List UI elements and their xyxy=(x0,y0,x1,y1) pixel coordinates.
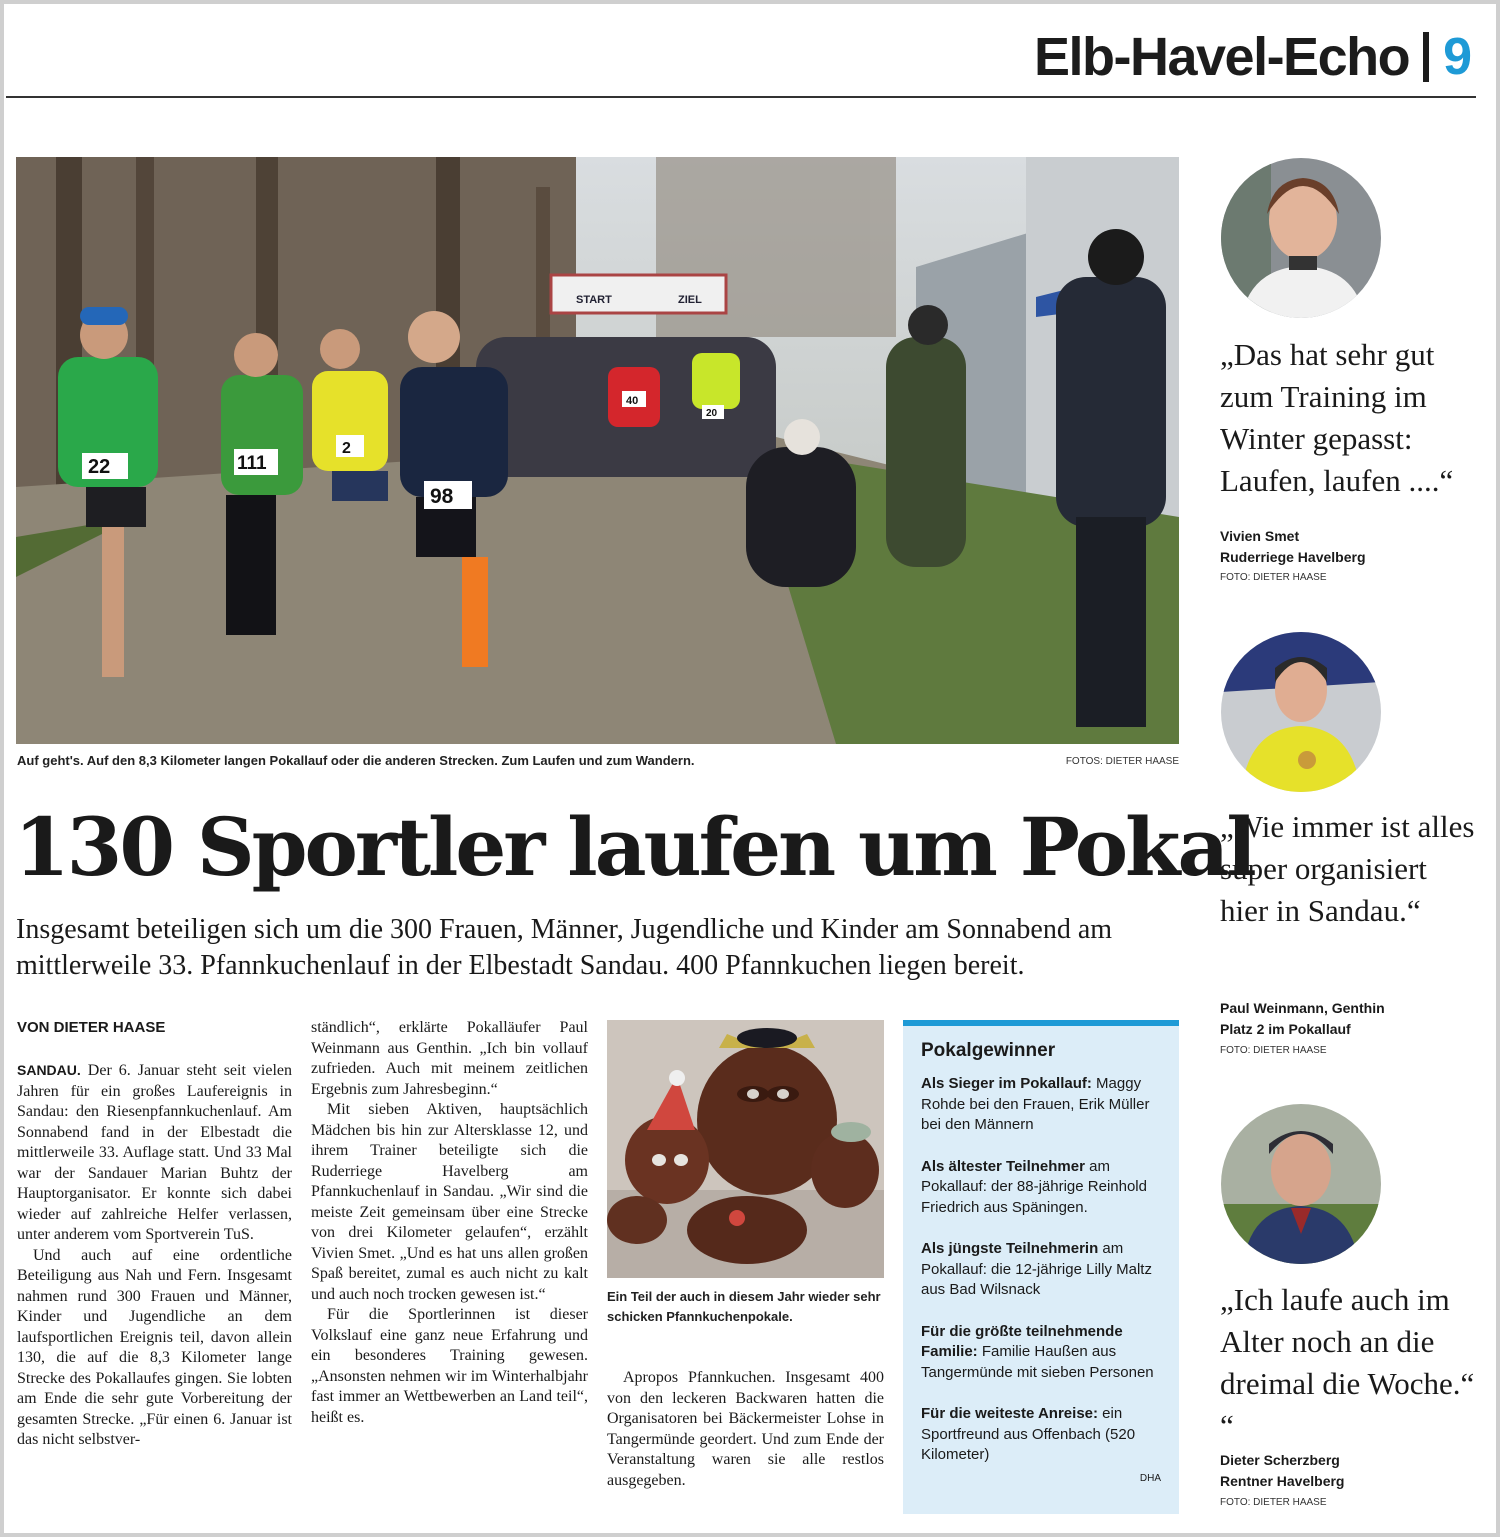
banner-ziel-text: ZIEL xyxy=(678,294,702,306)
main-photo xyxy=(16,157,1179,744)
paragraph: Und auch auf eine ordentliche Beteiligung aus Nah und Fern. Insgesamt nahmen rund 300 Frauen und Männer, Kinder und Jugendliche an dem laufsportlichen Ereignis teil, davon allein 130, die auf die 8,3 Kilometer lange Strecke des Pokallaufes gingen. Sie lobten am Ende die sehr gute Vorbereitung der gesamten Strecke. „Für einen 6. Januar ist das nicht selbstver- xyxy=(17,1246,292,1448)
infobox-item-label: Für die größte teilnehmende Familie: xyxy=(921,1322,1123,1360)
quote-attribution xyxy=(1220,526,1480,568)
quote-photo-credit: FOTO: DIETER HAASE xyxy=(1220,1045,1327,1056)
paragraph xyxy=(17,1060,292,1246)
infobox-item-text: Maggy Rohde bei den Frauen, Erik Müller bei den Männern xyxy=(921,1075,1150,1133)
race-scene-illustration xyxy=(16,157,1179,744)
masthead-divider xyxy=(1423,32,1429,82)
byline: VON DIETER HAASE xyxy=(17,1019,166,1036)
infobox-signature: DHA xyxy=(1139,1473,1161,1484)
quote-attribution xyxy=(1220,998,1480,1040)
bib-2: 2 xyxy=(342,440,351,457)
infobox-item xyxy=(921,1322,1161,1384)
banner-start-text: START xyxy=(576,294,612,306)
publication-name: Elb-Havel-Echo xyxy=(1033,27,1410,87)
portrait-illustration xyxy=(1221,158,1381,318)
infobox-item-text: Familie Haußen aus Tangermünde mit sieben Personen xyxy=(921,1343,1154,1381)
infobox-item-label: Für die weiteste Anreise: xyxy=(921,1405,1098,1422)
trophy-photo xyxy=(607,1020,884,1278)
quote-name: Paul Weinmann, Genthin xyxy=(1220,1000,1385,1016)
paragraph: ständlich“, erklärte Pokalläufer Paul Weinmann aus Genthin. „Ich bin vollauf zufrieden. Auch mit meinem zeitlichen Ergebnis zum Jahresbeginn.“ xyxy=(311,1019,588,1098)
paragraph: Für die Sportlerinnen ist dieser Volkslauf eine ganz neue Erfahrung und ein besonderes Training gewesen. „Ansonsten nehmen wir im Winterhalbjahr fast immer an Wettbewerben an Land teil“, heißt es. xyxy=(311,1306,588,1426)
article-column-3 xyxy=(607,1368,884,1491)
article-headline: 130 Sportler laufen um Pokal xyxy=(14,800,1254,894)
quote-name: Vivien Smet xyxy=(1220,528,1300,544)
bib-98: 98 xyxy=(430,485,454,508)
main-photo-caption: Auf geht's. Auf den 8,3 Kilometer langen Pokallauf oder die anderen Strecken. Zum Laufen und zum Wandern. xyxy=(17,753,695,768)
bib-40: 40 xyxy=(626,395,639,407)
infobox-item-label: Als Sieger im Pokallauf: xyxy=(921,1075,1092,1092)
quote-photo-credit: FOTO: DIETER HAASE xyxy=(1220,572,1327,583)
quote-text: „Das hat sehr gut zum Training im Winter gepasst: Laufen, laufen ....“ xyxy=(1220,337,1454,498)
infobox-item-text: am Pokallauf: der 88-jährige Reinhold Friedrich aus Späningen. xyxy=(921,1157,1147,1216)
article-lede: Insgesamt beteiligen sich um die 300 Frauen, Männer, Jugendliche und Kinder am Sonnabend am mittlerweile 33. Pfannkuchenlauf in der Elbestadt Sandau. 400 Pfannkuchen liegen bereit. xyxy=(16,914,1113,981)
article-column-2 xyxy=(311,1018,588,1428)
quote-name: Dieter Scherzberg xyxy=(1220,1452,1340,1468)
main-photo-credit: FOTOS: DIETER HAASE xyxy=(1065,756,1179,767)
portrait-paul-weinmann xyxy=(1221,632,1381,792)
infobox-item xyxy=(921,1239,1161,1301)
infobox-item-text: am Pokallauf: die 12-jährige Lilly Maltz aus Bad Wilsnack xyxy=(921,1240,1152,1298)
quote-role: Rentner Havelberg xyxy=(1220,1473,1345,1489)
trophy-photo-caption: Ein Teil der auch in diesem Jahr wieder sehr schicken Pfannkuchenpokale. xyxy=(607,1289,881,1324)
quote-role: Ruderriege Havelberg xyxy=(1220,549,1366,565)
infobox-item xyxy=(921,1404,1161,1466)
quote-photo-credit: FOTO: DIETER HAASE xyxy=(1220,1497,1327,1508)
quote-text: „Wie immer ist alles super organisiert hier in Sandau.“ xyxy=(1220,809,1475,928)
paragraph-text: Der 6. Januar steht seit vielen Jahren für ein großes Laufereignis in Sandau: den Riesenpfannkuchenlauf. Am Sonnabend fand in der Elbestadt die mittlerweile 33. Auflage statt. Und 33 Mal war der Sandauer Marian Buhtz der Hauptorganisator. Er konnte sich dabei wieder auf zahlreiche Helfer verlassen, unter anderem vom Sportverein TuS. xyxy=(17,1062,293,1243)
dateline: SANDAU. xyxy=(17,1062,81,1078)
infobox-item xyxy=(921,1074,1161,1136)
quote-text: „Ich laufe auch im Alter noch an die dreimal die Woche.“ “ xyxy=(1220,1282,1475,1443)
portrait-dieter-scherzberg xyxy=(1221,1104,1381,1264)
infobox-item xyxy=(921,1157,1161,1219)
header-rule xyxy=(6,96,1476,98)
pancake-trophies-illustration xyxy=(607,1020,884,1278)
winners-infobox xyxy=(903,1020,1179,1514)
portrait-illustration xyxy=(1221,1104,1381,1264)
quote-attribution xyxy=(1220,1450,1480,1492)
runner-red xyxy=(608,367,660,427)
quote-role: Platz 2 im Pokallauf xyxy=(1220,1021,1351,1037)
article-column-1 xyxy=(17,1060,292,1451)
paragraph: Mit sieben Aktiven, hauptsächlich Mädchen bis hin zur Altersklasse 12, und ihrem Trainer beteiligte sich die Ruderriege Havelberg am Pfannkuchenlauf in Sandau. „Wir sind die meiste Zeit gemeinsam über eine Strecke von drei Kilometer gelaufen“, erzählt Vivien Smet. „Und es hat uns allen großen Spaß bereitet, zumal es auch nicht zu kalt und auch noch trocken gewesen ist.“ xyxy=(311,1101,588,1303)
portrait-illustration xyxy=(1221,632,1381,792)
infobox-item-label: Als jüngste Teilnehmerin xyxy=(921,1240,1099,1257)
paragraph: Apropos Pfannkuchen. Insgesamt 400 von den leckeren Backwaren hatten die Organisatoren bei Bäckermeister Lohse in Tangermünde geordert. Und zum Ende der Veranstaltung waren sie alle restlos ausgegeben. xyxy=(607,1369,884,1489)
bib-111: 111 xyxy=(237,453,267,474)
page-number: 9 xyxy=(1443,28,1472,86)
infobox-title: Pokalgewinner xyxy=(921,1040,1056,1061)
infobox-item-text: ein Sportfreund aus Offenbach (520 Kilometer) xyxy=(921,1405,1136,1463)
bib-22: 22 xyxy=(88,456,111,478)
infobox-item-label: Als ältester Teilnehmer xyxy=(921,1157,1085,1175)
bib-20: 20 xyxy=(706,408,718,419)
portrait-vivien-smet xyxy=(1221,158,1381,318)
masthead xyxy=(1034,26,1472,88)
